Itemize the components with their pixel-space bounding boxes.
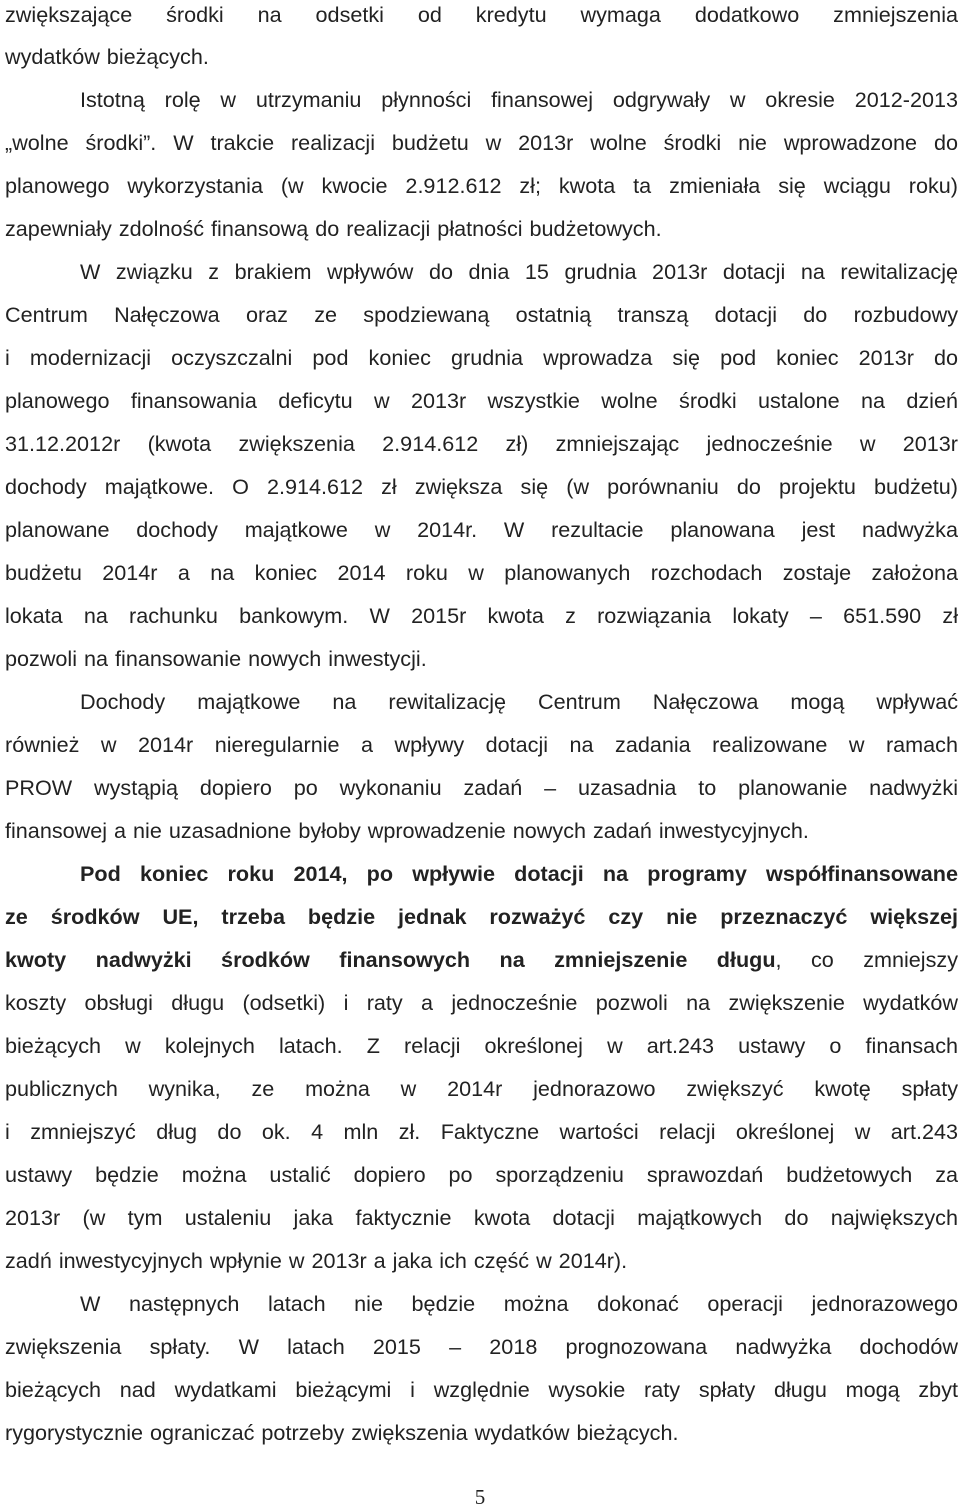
text-line: „wolne środki”. W trakcie realizacji budżetu w 2013r wolne środki nie wprowadzone do bbox=[5, 130, 958, 155]
text-line: lokata na rachunku bankowym. W 2015r kwota z rozwiązania lokaty – 651.590 zł bbox=[5, 603, 958, 628]
text-line: zwiększenia spłaty. W latach 2015 – 2018 prognozowana nadwyżka dochodów bbox=[5, 1334, 958, 1359]
text-line: i modernizacji oczyszczalni pod koniec grudnia wprowadza się pod koniec 2013r do bbox=[5, 345, 958, 370]
text-line: W następnych latach nie będzie można dokonać operacji jednorazowego bbox=[80, 1291, 958, 1316]
text-line: zwiększające środki na odsetki od kredytu wymaga dodatkowo zmniejszenia bbox=[5, 2, 958, 27]
text-tail: , co zmniejszy bbox=[775, 947, 958, 972]
text-line: Centrum Nałęczowa oraz ze spodziewaną ostatnią transzą dotacji do rozbudowy bbox=[5, 302, 958, 327]
text-line: zapewniały zdolność finansową do realizacji płatności budżetowych. bbox=[5, 216, 662, 241]
text-line: i zmniejszyć dług do ok. 4 mln zł. Faktyczne wartości relacji określonej w art.243 bbox=[5, 1119, 958, 1144]
text-line: również w 2014r nieregularnie a wpływy dotacji na zadania realizowane w ramach bbox=[5, 732, 958, 757]
text-line: Dochody majątkowe na rewitalizację Centrum Nałęczowa mogą wpływać bbox=[80, 689, 958, 714]
text-line: Istotną rolę w utrzymaniu płynności finansowej odgrywały w okresie 2012-2013 bbox=[80, 87, 958, 112]
text-line: planowego finansowania deficytu w 2013r wszystkie wolne środki ustalone na dzień bbox=[5, 388, 958, 413]
page-number: 5 bbox=[474, 1485, 486, 1509]
text-line-bold: ze środków UE, trzeba będzie jednak rozważyć czy nie przeznaczyć większej bbox=[5, 904, 958, 929]
text-line: planowane dochody majątkowe w 2014r. W rezultacie planowana jest nadwyżka bbox=[5, 517, 958, 542]
text-line: wydatków bieżących. bbox=[5, 44, 209, 69]
text-line: rygorystycznie ograniczać potrzeby zwiększenia wydatków bieżących. bbox=[5, 1420, 679, 1445]
text-line: bieżących w kolejnych latach. Z relacji określonej w art.243 ustawy o finansach bbox=[5, 1033, 958, 1058]
text-line: finansowej a nie uzasadnione byłoby wprowadzenie nowych zadań inwestycyjnych. bbox=[5, 818, 809, 843]
text-line: planowego wykorzystania (w kwocie 2.912.612 zł; kwota ta zmieniała się wciągu roku) bbox=[5, 173, 958, 198]
bold-phrase: kwoty nadwyżki środków finansowych na zmniejszenie długu bbox=[5, 947, 776, 972]
text-line: zadń inwestycyjnych wpłynie w 2013r a jaka ich część w 2014r). bbox=[5, 1248, 628, 1273]
text-line: PROW wystąpią dopiero po wykonaniu zadań – uzasadnia to planowanie nadwyżki bbox=[5, 775, 958, 800]
text-line: publicznych wynika, ze można w 2014r jednorazowo zwiększyć kwotę spłaty bbox=[5, 1076, 958, 1101]
text-line: budżetu 2014r a na koniec 2014 roku w planowanych rozchodach zostaje założona bbox=[5, 560, 958, 585]
text-line: 31.12.2012r (kwota zwiększenia 2.914.612 zł) zmniejszając jednocześnie w 2013r bbox=[5, 431, 958, 456]
text-line-mixed bbox=[5, 945, 958, 975]
text-line: W związku z brakiem wpływów do dnia 15 grudnia 2013r dotacji na rewitalizację bbox=[80, 259, 958, 284]
text-line: dochody majątkowe. O 2.914.612 zł zwiększa się (w porównaniu do projektu budżetu) bbox=[5, 474, 958, 499]
text-line: koszty obsługi długu (odsetki) i raty a jednocześnie pozwoli na zwiększenie wydatków bbox=[5, 990, 958, 1015]
text-line: bieżących nad wydatkami bieżącymi i względnie wysokie raty spłaty długu mogą zbyt bbox=[5, 1377, 958, 1402]
text-line: pozwoli na finansowanie nowych inwestycji. bbox=[5, 646, 427, 671]
text-line: ustawy będzie można ustalić dopiero po sporządzeniu sprawozdań budżetowych za bbox=[5, 1162, 958, 1187]
text-line: 2013r (w tym ustaleniu jaka faktycznie kwota dotacji majątkowych do największych bbox=[5, 1205, 958, 1230]
text-line-bold: Pod koniec roku 2014, po wpływie dotacji na programy współfinansowane bbox=[80, 861, 958, 886]
